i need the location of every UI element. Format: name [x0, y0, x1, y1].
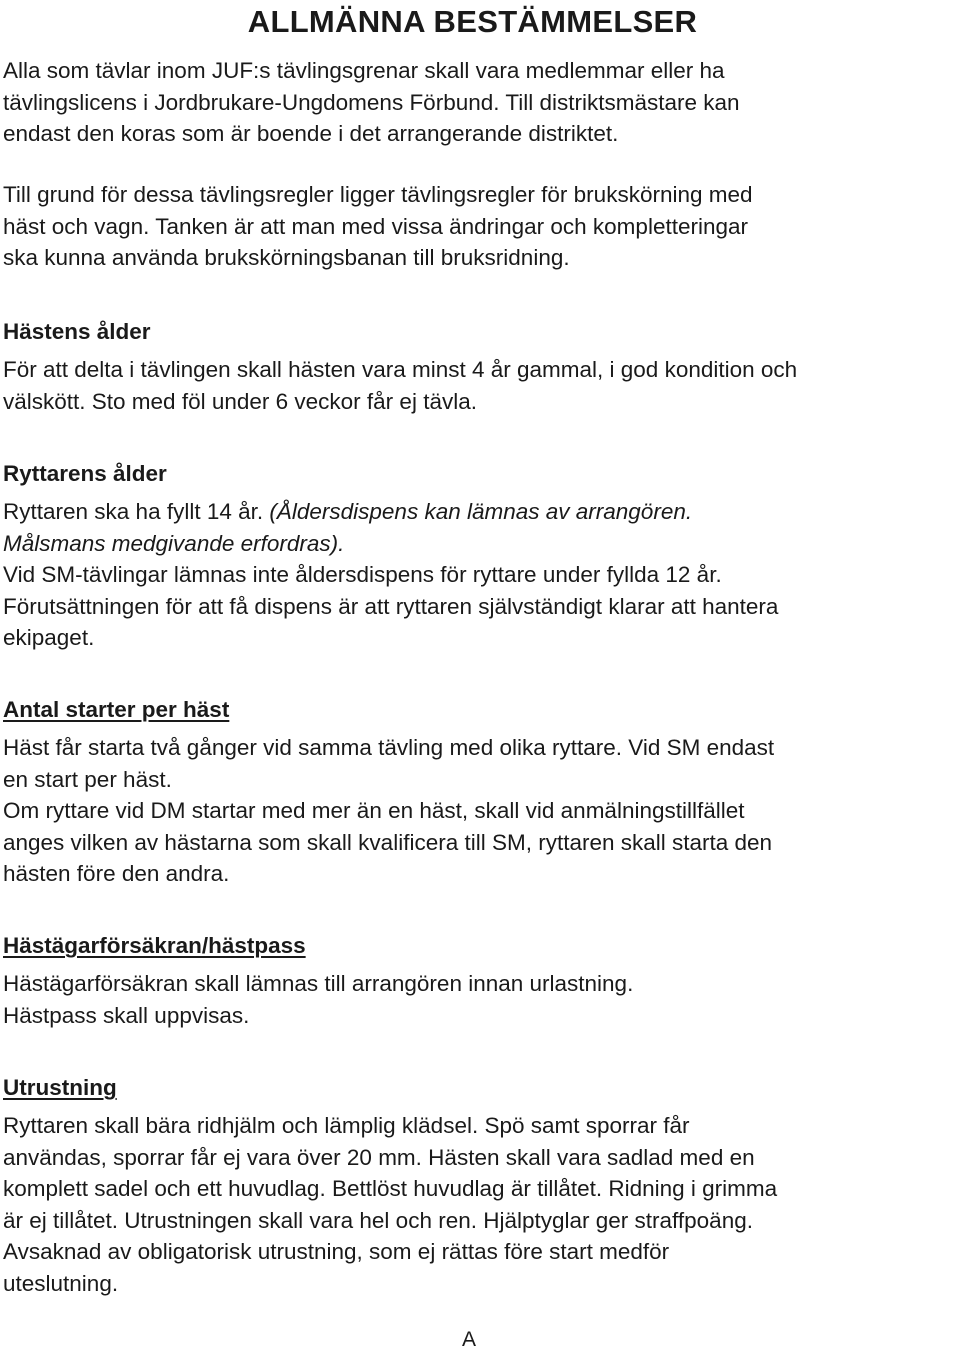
- equipment-line: är ej tillåtet. Utrustningen skall vara hel och ren. Hjälptyglar ger straffpoäng.: [3, 1207, 753, 1233]
- starts-paragraph: [3, 732, 958, 890]
- age-dispensation-note: (Åldersdispens kan lämnas av arrangören.: [269, 499, 693, 524]
- rider-age-paragraph: [3, 496, 958, 654]
- horse-age-paragraph: [3, 354, 958, 417]
- insurance-line: Hästpass skall uppvisas.: [3, 1002, 250, 1028]
- equipment-line: uteslutning.: [3, 1270, 119, 1296]
- starts-line: hästen före den andra.: [3, 861, 230, 886]
- insurance-paragraph: [3, 968, 958, 1031]
- section-heading-starts: Antal starter per häst: [3, 697, 230, 722]
- intro-paragraph: [3, 55, 958, 150]
- horse-age-line: För att delta i tävlingen skall hästen vara minst 4 år gammal, i god kondition och: [3, 357, 798, 382]
- rider-age-line: [3, 496, 958, 528]
- equipment-paragraph: [3, 1110, 958, 1299]
- starts-line: anges vilken av hästarna som skall kvalificera till SM, ryttaren skall starta den: [3, 829, 773, 855]
- equipment-line: användas, sporrar får ej vara över 20 mm. Hästen skall vara sadlad med en: [3, 1144, 755, 1170]
- intro-line: tävlingslicens i Jordbrukare-Ungdomens Förbund. Till distriktsmästare kan: [3, 89, 740, 115]
- equipment-line: Avsaknad av obligatorisk utrustning, som ej rättas före start medför: [3, 1239, 670, 1264]
- starts-line: en start per häst.: [3, 766, 172, 792]
- intro-line: Alla som tävlar inom JUF:s tävlingsgrenar skall vara medlemmar eller ha: [3, 58, 725, 83]
- section-heading-rider-age: Ryttarens ålder: [3, 461, 167, 486]
- basis-line: Till grund för dessa tävlingsregler ligger tävlingsregler för brukskörning med: [3, 182, 753, 207]
- guardian-consent-note: Målsmans medgivande erfordras).: [3, 530, 345, 556]
- horse-age-line: välskött. Sto med föl under 6 veckor får ej tävla.: [3, 388, 477, 414]
- page-title: ALLMÄNNA BESTÄMMELSER: [247, 4, 698, 39]
- insurance-line: Hästägarförsäkran skall lämnas till arrangören innan urlastning.: [3, 971, 634, 996]
- rider-age-line: ekipaget.: [3, 625, 95, 650]
- equipment-line: Ryttaren skall bära ridhjälm och lämplig klädsel. Spö samt sporrar får: [3, 1113, 690, 1138]
- rider-age-text: Ryttaren ska ha fyllt 14 år.: [3, 499, 270, 524]
- section-heading-insurance: Hästägarförsäkran/hästpass: [3, 933, 306, 958]
- basis-line: ska kunna använda brukskörningsbanan till bruksridning.: [3, 245, 570, 270]
- section-heading-equipment: Utrustning: [3, 1075, 117, 1100]
- basis-line: häst och vagn. Tanken är att man med vissa ändringar och kompletteringar: [3, 213, 748, 239]
- rider-age-line: Vid SM-tävlingar lämnas inte åldersdispens för ryttare under fyllda 12 år.: [3, 562, 722, 587]
- starts-line: Om ryttare vid DM startar med mer än en häst, skall vid anmälningstillfället: [3, 798, 745, 823]
- page-marker: A: [462, 1328, 477, 1351]
- section-heading-horse-age: Hästens ålder: [3, 319, 151, 344]
- intro-line: endast den koras som är boende i det arrangerande distriktet.: [3, 121, 619, 146]
- basis-paragraph: [3, 179, 958, 274]
- equipment-line: komplett sadel och ett huvudlag. Bettlöst huvudlag är tillåtet. Ridning i grimma: [3, 1176, 778, 1201]
- starts-line: Häst får starta två gånger vid samma tävling med olika ryttare. Vid SM endast: [3, 735, 775, 760]
- rider-age-line: Förutsättningen för att få dispens är att ryttaren självständigt klarar att hantera: [3, 593, 779, 619]
